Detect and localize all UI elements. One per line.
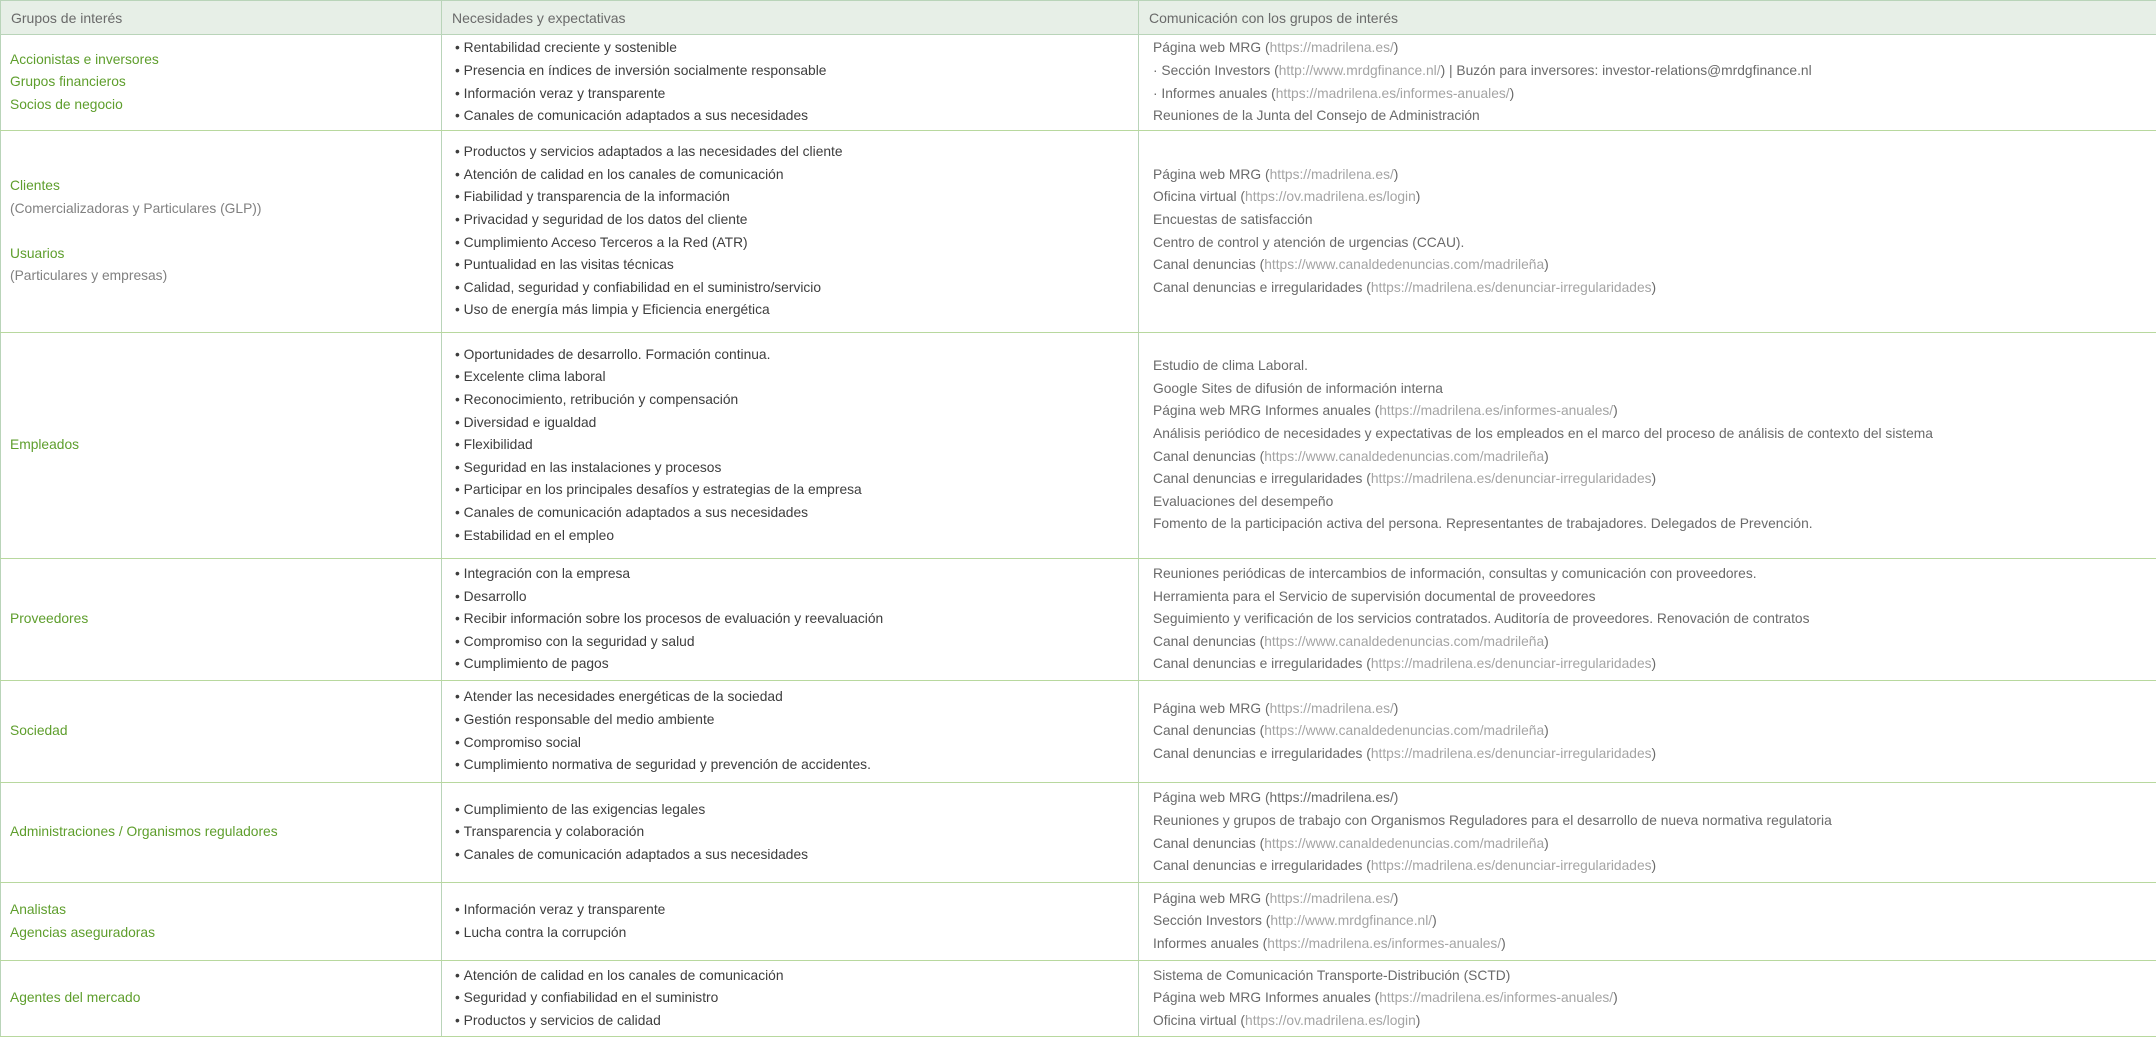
comm-text-end: ) <box>1432 913 1437 928</box>
comm-item <box>1153 698 2156 721</box>
stakeholder-group-name: Empleados <box>10 434 441 457</box>
comm-url-link[interactable]: https://madrilena.es/informes-anuales/ <box>1379 990 1613 1005</box>
comm-text: Canal denuncias e irregularidades ( <box>1153 471 1371 486</box>
comms-cell <box>1139 559 2156 681</box>
need-item: • Seguridad en las instalaciones y procesos <box>455 457 1138 480</box>
need-item: • Integración con la empresa <box>455 563 1138 586</box>
need-item: • Rentabilidad creciente y sostenible <box>455 37 1138 60</box>
stakeholder-group-note: (Particulares y empresas) <box>10 265 441 288</box>
comm-text: Página web MRG ( <box>1153 701 1270 716</box>
comm-text: Canal denuncias e irregularidades ( <box>1153 280 1371 295</box>
comm-item <box>1153 400 2156 423</box>
comm-item <box>1153 653 2156 676</box>
comm-text: Herramienta para el Servicio de supervisión documental de proveedores <box>1153 589 1596 604</box>
comm-url-link[interactable]: https://www.canaldedenuncias.com/madrileña <box>1264 836 1544 851</box>
comm-text: Página web MRG ( <box>1153 40 1270 55</box>
comm-item <box>1153 513 2156 536</box>
need-item: • Canales de comunicación adaptados a sus necesidades <box>455 105 1138 128</box>
need-item: • Lucha contra la corrupción <box>455 922 1138 945</box>
comm-text: Página web MRG Informes anuales ( <box>1153 990 1379 1005</box>
comm-text: Canal denuncias e irregularidades ( <box>1153 746 1371 761</box>
comm-text: Página web MRG ( <box>1153 891 1270 906</box>
comm-item <box>1153 720 2156 743</box>
comm-item <box>1153 105 2156 128</box>
need-item: • Puntualidad en las visitas técnicas <box>455 254 1138 277</box>
table-row <box>1 35 2156 131</box>
comm-item <box>1153 563 2156 586</box>
comm-item <box>1153 83 2156 106</box>
comm-item <box>1153 855 2156 878</box>
comm-item <box>1153 164 2156 187</box>
need-item: • Seguridad y confiabilidad en el suministro <box>455 987 1138 1010</box>
comm-item <box>1153 355 2156 378</box>
stakeholder-group-name: Analistas <box>10 899 441 922</box>
comm-text: Reuniones periódicas de intercambios de información, consultas y comunicación con proveedores. <box>1153 566 1757 581</box>
stakeholder-group-cell <box>1 333 442 559</box>
comms-cell <box>1139 35 2156 131</box>
comm-item <box>1153 631 2156 654</box>
stakeholder-group-name: Sociedad <box>10 720 441 743</box>
need-item: • Calidad, seguridad y confiabilidad en el suministro/servicio <box>455 277 1138 300</box>
needs-cell <box>442 131 1139 333</box>
comms-cell <box>1139 961 2156 1037</box>
comms-cell <box>1139 783 2156 883</box>
need-item: • Compromiso social <box>455 732 1138 755</box>
comm-text: Página web MRG ( <box>1153 167 1270 182</box>
comm-text: Oficina virtual ( <box>1153 1013 1245 1028</box>
comm-text: Canal denuncias ( <box>1153 634 1264 649</box>
comm-item <box>1153 586 2156 609</box>
comm-item <box>1153 1010 2156 1033</box>
need-item: • Canales de comunicación adaptados a sus necesidades <box>455 502 1138 525</box>
comm-url-link[interactable]: https://madrilena.es/denunciar-irregularidades <box>1371 656 1652 671</box>
comm-item <box>1153 933 2156 956</box>
comm-text-end: ) <box>1394 167 1399 182</box>
comm-url-link[interactable]: https://madrilena.es/ <box>1270 40 1394 55</box>
comm-url-link[interactable]: https://madrilena.es/ <box>1270 167 1394 182</box>
stakeholder-group-cell <box>1 783 442 883</box>
comm-item <box>1153 60 2156 83</box>
comm-text-end: ) <box>1544 634 1549 649</box>
comm-item <box>1153 743 2156 766</box>
table-row <box>1 883 2156 961</box>
need-item: • Estabilidad en el empleo <box>455 525 1138 548</box>
comm-text-end: ) <box>1544 449 1549 464</box>
need-item: • Privacidad y seguridad de los datos del cliente <box>455 209 1138 232</box>
comm-text: Sección Investors ( <box>1153 913 1270 928</box>
comm-text: Oficina virtual ( <box>1153 189 1245 204</box>
comm-text-end: ) <box>1544 723 1549 738</box>
comm-text-end: ) <box>1394 891 1399 906</box>
comm-item <box>1153 209 2156 232</box>
comm-text-end: ) <box>1394 701 1399 716</box>
need-item: • Oportunidades de desarrollo. Formación continua. <box>455 344 1138 367</box>
need-item: • Atención de calidad en los canales de comunicación <box>455 164 1138 187</box>
comm-text-end: ) <box>1510 86 1515 101</box>
need-item: • Uso de energía más limpia y Eficiencia energética <box>455 299 1138 322</box>
need-item: • Cumplimiento de pagos <box>455 653 1138 676</box>
table-row <box>1 559 2156 681</box>
need-item: • Cumplimiento Acceso Terceros a la Red (ATR) <box>455 232 1138 255</box>
comm-text: Canal denuncias ( <box>1153 257 1264 272</box>
stakeholder-group-name: Agencias aseguradoras <box>10 922 441 945</box>
needs-cell <box>442 883 1139 961</box>
comm-text-end: ) <box>1416 189 1421 204</box>
stakeholder-group-name: Administraciones / Organismos reguladores <box>10 821 441 844</box>
need-item: • Excelente clima laboral <box>455 366 1138 389</box>
need-item: • Gestión responsable del medio ambiente <box>455 709 1138 732</box>
stakeholder-group-cell <box>1 961 442 1037</box>
needs-cell <box>442 35 1139 131</box>
comm-item <box>1153 423 2156 446</box>
need-item: • Canales de comunicación adaptados a sus necesidades <box>455 844 1138 867</box>
spacer <box>10 220 441 243</box>
comm-item <box>1153 468 2156 491</box>
stakeholder-group-cell <box>1 883 442 961</box>
comms-cell <box>1139 131 2156 333</box>
comm-text: Reuniones y grupos de trabajo con Organismos Reguladores para el desarrollo de nueva normativa regulatoria <box>1153 813 1832 828</box>
stakeholder-group-name: Clientes <box>10 175 441 198</box>
needs-cell <box>442 681 1139 783</box>
comm-url-link[interactable]: https://madrilena.es/denunciar-irregularidades <box>1371 471 1652 486</box>
comm-text: Fomento de la participación activa del persona. Representantes de trabajadores. Delegados de Prevención. <box>1153 516 1813 531</box>
comm-url-link[interactable]: https://www.canaldedenuncias.com/madrileña <box>1264 723 1544 738</box>
needs-cell <box>442 333 1139 559</box>
comm-item <box>1153 277 2156 300</box>
comm-url-link[interactable]: https://madrilena.es/informes-anuales/ <box>1267 936 1501 951</box>
comm-text-end: ) <box>1652 858 1657 873</box>
table-row <box>1 961 2156 1037</box>
stakeholder-group-name: Socios de negocio <box>10 94 441 117</box>
stakeholder-group-cell <box>1 559 442 681</box>
comm-url-link[interactable]: https://madrilena.es/ <box>1270 701 1394 716</box>
comm-item <box>1153 810 2156 833</box>
need-item: • Transparencia y colaboración <box>455 821 1138 844</box>
comm-url-link[interactable]: https://madrilena.es/informes-anuales/ <box>1276 86 1510 101</box>
need-item: • Atender las necesidades energéticas de la sociedad <box>455 686 1138 709</box>
comm-item <box>1153 186 2156 209</box>
comm-item <box>1153 888 2156 911</box>
comm-item <box>1153 987 2156 1010</box>
stakeholder-group-name: Grupos financieros <box>10 71 441 94</box>
comm-item <box>1153 254 2156 277</box>
stakeholder-group-name: Usuarios <box>10 243 441 266</box>
comm-text: Centro de control y atención de urgencias (CCAU). <box>1153 235 1464 250</box>
comm-url-link[interactable]: https://madrilena.es/denunciar-irregularidades <box>1371 746 1652 761</box>
comms-cell <box>1139 333 2156 559</box>
need-item: • Información veraz y transparente <box>455 83 1138 106</box>
comm-item <box>1153 378 2156 401</box>
comm-item <box>1153 787 2156 810</box>
table-row <box>1 681 2156 783</box>
comm-text-end: ) <box>1394 40 1399 55</box>
need-item: • Flexibilidad <box>455 434 1138 457</box>
comm-item <box>1153 833 2156 856</box>
comm-text: Estudio de clima Laboral. <box>1153 358 1308 373</box>
stakeholder-group-cell <box>1 131 442 333</box>
comm-text: · Sección Investors ( <box>1153 63 1279 78</box>
comm-url-link[interactable]: https://ov.madrilena.es/login <box>1245 189 1416 204</box>
stakeholder-group-cell <box>1 681 442 783</box>
comms-cell <box>1139 681 2156 783</box>
comm-text: Informes anuales ( <box>1153 936 1267 951</box>
need-item: • Atención de calidad en los canales de comunicación <box>455 965 1138 988</box>
comms-cell <box>1139 883 2156 961</box>
table-row <box>1 783 2156 883</box>
comm-item <box>1153 232 2156 255</box>
comm-item <box>1153 446 2156 469</box>
needs-cell <box>442 961 1139 1037</box>
need-item: • Recibir información sobre los procesos de evaluación y reevaluación <box>455 608 1138 631</box>
comm-text: Canal denuncias e irregularidades ( <box>1153 858 1371 873</box>
comm-url-link[interactable]: http://www.mrdgfinance.nl/ <box>1270 913 1432 928</box>
comm-text-end: ) <box>1613 990 1618 1005</box>
comm-text: Seguimiento y verificación de los servicios contratados. Auditoría de proveedores. Renovación de contratos <box>1153 611 1809 626</box>
need-item: • Cumplimiento normativa de seguridad y prevención de accidentes. <box>455 754 1138 777</box>
comm-url-link[interactable]: https://madrilena.es/denunciar-irregularidades <box>1371 858 1652 873</box>
comm-text: Página web MRG (https://madrilena.es/) <box>1153 790 1398 805</box>
header-groups: Grupos de interés <box>1 1 442 35</box>
comm-item <box>1153 910 2156 933</box>
header-comms: Comunicación con los grupos de interés <box>1139 1 2156 35</box>
comm-item <box>1153 491 2156 514</box>
comm-text: Canal denuncias e irregularidades ( <box>1153 656 1371 671</box>
comm-text-end: ) | Buzón para inversores: investor-relations@mrdgfinance.nl <box>1441 63 1812 78</box>
stakeholder-group-cell <box>1 35 442 131</box>
comm-text: Canal denuncias ( <box>1153 836 1264 851</box>
comm-item <box>1153 37 2156 60</box>
table-header-row <box>1 1 2156 35</box>
comm-url-link[interactable]: https://www.canaldedenuncias.com/madrileña <box>1264 449 1544 464</box>
comm-text-end: ) <box>1652 471 1657 486</box>
need-item: • Presencia en índices de inversión socialmente responsable <box>455 60 1138 83</box>
comm-text: Canal denuncias ( <box>1153 723 1264 738</box>
comm-url-link[interactable]: https://ov.madrilena.es/login <box>1245 1013 1416 1028</box>
comm-text-end: ) <box>1652 746 1657 761</box>
comm-text: Reuniones de la Junta del Consejo de Administración <box>1153 108 1480 123</box>
comm-text-end: ) <box>1652 280 1657 295</box>
header-needs: Necesidades y expectativas <box>442 1 1139 35</box>
stakeholder-group-name: Agentes del mercado <box>10 987 441 1010</box>
need-item: • Productos y servicios adaptados a las necesidades del cliente <box>455 141 1138 164</box>
comm-url-link[interactable]: https://www.canaldedenuncias.com/madrileña <box>1264 257 1544 272</box>
needs-cell <box>442 783 1139 883</box>
need-item: • Compromiso con la seguridad y salud <box>455 631 1138 654</box>
comm-url-link[interactable]: https://madrilena.es/ <box>1270 891 1394 906</box>
needs-cell <box>442 559 1139 681</box>
comm-text-end: ) <box>1501 936 1506 951</box>
comm-text: Google Sites de difusión de información interna <box>1153 381 1443 396</box>
comm-url-link[interactable]: https://madrilena.es/informes-anuales/ <box>1379 403 1613 418</box>
need-item: • Desarrollo <box>455 586 1138 609</box>
comm-text: Canal denuncias ( <box>1153 449 1264 464</box>
comm-item <box>1153 608 2156 631</box>
table-row <box>1 333 2156 559</box>
comm-text: Sistema de Comunicación Transporte-Distribución (SCTD) <box>1153 968 1510 983</box>
need-item: • Cumplimiento de las exigencias legales <box>455 799 1138 822</box>
comm-text-end: ) <box>1416 1013 1421 1028</box>
comm-text-end: ) <box>1544 836 1549 851</box>
need-item: • Participar en los principales desafíos y estrategias de la empresa <box>455 479 1138 502</box>
comm-text-end: ) <box>1544 257 1549 272</box>
comm-text: Encuestas de satisfacción <box>1153 212 1313 227</box>
need-item: • Información veraz y transparente <box>455 899 1138 922</box>
comm-text: Evaluaciones del desempeño <box>1153 494 1333 509</box>
comm-url-link[interactable]: https://madrilena.es/denunciar-irregularidades <box>1371 280 1652 295</box>
stakeholder-group-name: Accionistas e inversores <box>10 49 441 72</box>
stakeholder-group-note: (Comercializadoras y Particulares (GLP)) <box>10 198 441 221</box>
comm-text: Análisis periódico de necesidades y expectativas de los empleados en el marco del proceso de análisis de contexto del sistema <box>1153 426 1933 441</box>
comm-text-end: ) <box>1613 403 1618 418</box>
comm-text: Página web MRG Informes anuales ( <box>1153 403 1379 418</box>
need-item: • Fiabilidad y transparencia de la información <box>455 186 1138 209</box>
need-item: • Productos y servicios de calidad <box>455 1010 1138 1033</box>
comm-item <box>1153 965 2156 988</box>
stakeholder-group-name: Proveedores <box>10 608 441 631</box>
need-item: • Reconocimiento, retribución y compensación <box>455 389 1138 412</box>
comm-text: · Informes anuales ( <box>1153 86 1276 101</box>
table-row <box>1 131 2156 333</box>
comm-text-end: ) <box>1652 656 1657 671</box>
comm-url-link[interactable]: http://www.mrdgfinance.nl/ <box>1279 63 1441 78</box>
need-item: • Diversidad e igualdad <box>455 412 1138 435</box>
comm-url-link[interactable]: https://www.canaldedenuncias.com/madrileña <box>1264 634 1544 649</box>
